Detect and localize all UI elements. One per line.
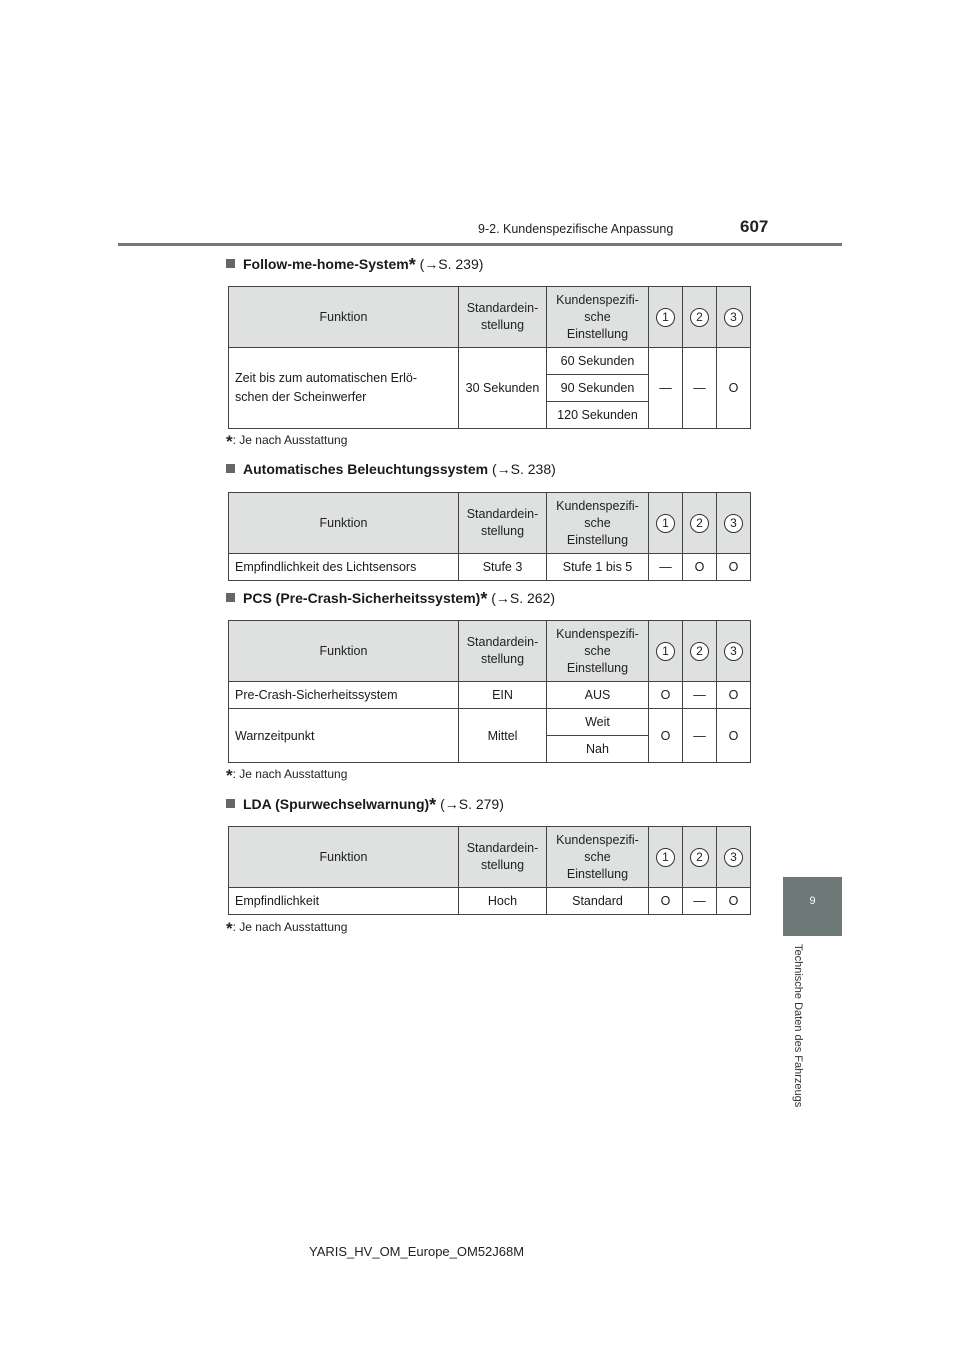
col-header-2 (683, 493, 717, 554)
col-header-1 (649, 493, 683, 554)
cell-mark-1: O (649, 682, 683, 709)
cell-mark-1: — (649, 554, 683, 581)
heading-text: Follow-me-home-System (243, 256, 409, 272)
footnote-star: * (226, 432, 233, 451)
cell-funktion: Pre-Crash-Sicherheitssystem (229, 682, 459, 709)
heading-beleuchtungssystem (226, 461, 556, 477)
col-header-standard: Standardein- stellung (459, 827, 547, 888)
col-header-3 (717, 287, 751, 348)
cell-mark-1: O (649, 888, 683, 915)
cell-mark-3: O (717, 348, 751, 429)
cell-mark-2: O (683, 554, 717, 581)
chapter-number: 9 (809, 895, 816, 907)
cell-funktion: Zeit bis zum automatischen Erlö- schen der Scheinwerfer (229, 348, 459, 429)
col-header-funktion: Funktion (229, 287, 459, 348)
cell-funktion: Warnzeitpunkt (229, 709, 459, 763)
heading-text: LDA (Spurwechselwarnung) (243, 796, 430, 812)
footnote (226, 766, 348, 785)
page-ref-link[interactable]: (→S. 238) (488, 461, 556, 477)
cell-funktion: Empfindlichkeit des Lichtsensors (229, 554, 459, 581)
circled-2-icon: 2 (690, 514, 709, 533)
cell-mark-2: — (683, 888, 717, 915)
page-number: 607 (740, 217, 769, 236)
cell-mark-2: — (683, 709, 717, 763)
page-ref-link[interactable]: (→S. 262) (487, 590, 556, 606)
heading-follow-me-home (226, 255, 484, 275)
cell-mark-1: O (649, 709, 683, 763)
table-follow-me-home (228, 286, 751, 429)
heading-lda (226, 795, 504, 815)
footnote-star: * (226, 919, 233, 938)
cell-option: 90 Sekunden (547, 375, 649, 402)
circled-3-icon: 3 (724, 848, 743, 867)
cell-kunden: AUS (547, 682, 649, 709)
heading-pcs (226, 589, 556, 609)
circled-3-icon: 3 (724, 642, 743, 661)
table-pcs (228, 620, 751, 763)
col-header-1 (649, 287, 683, 348)
col-header-standard: Standardein- stellung (459, 621, 547, 682)
circled-1-icon: 1 (656, 848, 675, 867)
cell-funktion: Empfindlichkeit (229, 888, 459, 915)
document-id: YARIS_HV_OM_Europe_OM52J68M (309, 1244, 525, 1259)
cell-kunden: Standard (547, 888, 649, 915)
col-header-2 (683, 621, 717, 682)
header-rule (118, 243, 842, 246)
cell-mark-1: — (649, 348, 683, 429)
square-bullet-icon (226, 259, 235, 268)
col-header-kunden: Kundenspezifi- sche Einstellung (547, 493, 649, 554)
col-header-3 (717, 493, 751, 554)
circled-2-icon: 2 (690, 848, 709, 867)
cell-standard: EIN (459, 682, 547, 709)
cell-option: 120 Sekunden (547, 402, 649, 429)
cell-mark-3: O (717, 554, 751, 581)
footnote-text: : Je nach Ausstattung (232, 920, 348, 934)
col-header-funktion: Funktion (229, 493, 459, 554)
cell-kunden: Stufe 1 bis 5 (547, 554, 649, 581)
section-title: 9-2. Kundenspezifische Anpassung (478, 222, 674, 236)
cell-mark-2: — (683, 682, 717, 709)
cell-mark-3: O (717, 888, 751, 915)
footnote-star: * (226, 766, 233, 785)
cell-option: Weit (547, 709, 649, 736)
cell-option: 60 Sekunden (547, 348, 649, 375)
square-bullet-icon (226, 464, 235, 473)
cell-mark-2: — (683, 348, 717, 429)
circled-1-icon: 1 (656, 514, 675, 533)
circled-1-icon: 1 (656, 642, 675, 661)
col-header-3 (717, 621, 751, 682)
cell-standard: Stufe 3 (459, 554, 547, 581)
col-header-funktion: Funktion (229, 621, 459, 682)
square-bullet-icon (226, 799, 235, 808)
circled-2-icon: 2 (690, 308, 709, 327)
cell-mark-3: O (717, 682, 751, 709)
col-header-funktion: Funktion (229, 827, 459, 888)
col-header-standard: Standardein- stellung (459, 493, 547, 554)
chapter-tab[interactable] (783, 877, 842, 936)
heading-text: Automatisches Beleuchtungssystem (243, 461, 489, 477)
cell-standard: 30 Sekunden (459, 348, 547, 429)
col-header-standard: Standardein- stellung (459, 287, 547, 348)
footnote (226, 432, 348, 451)
table-lda (228, 826, 751, 915)
cell-mark-3: O (717, 709, 751, 763)
col-header-kunden: Kundenspezifi- sche Einstellung (547, 621, 649, 682)
cell-standard: Mittel (459, 709, 547, 763)
col-header-kunden: Kundenspezifi- sche Einstellung (547, 827, 649, 888)
circled-3-icon: 3 (724, 308, 743, 327)
cell-option: Nah (547, 736, 649, 763)
col-header-1 (649, 827, 683, 888)
page-ref-link[interactable]: (→S. 279) (436, 796, 504, 812)
cell-standard: Hoch (459, 888, 547, 915)
page-ref-link[interactable]: (→S. 239) (415, 256, 484, 272)
circled-1-icon: 1 (656, 308, 675, 327)
circled-3-icon: 3 (724, 514, 743, 533)
table-beleuchtungssystem (228, 492, 751, 581)
footnote-text: : Je nach Ausstattung (232, 767, 348, 781)
col-header-1 (649, 621, 683, 682)
heading-text: PCS (Pre-Crash-Sicherheitssystem) (243, 590, 481, 606)
col-header-kunden: Kundenspezifi- sche Einstellung (547, 287, 649, 348)
circled-2-icon: 2 (690, 642, 709, 661)
col-header-2 (683, 287, 717, 348)
chapter-label: Technische Daten des Fahrzeugs (792, 944, 804, 1108)
square-bullet-icon (226, 593, 235, 602)
footnote-text: : Je nach Ausstattung (232, 433, 348, 447)
footnote-star: * (408, 255, 416, 275)
col-header-2 (683, 827, 717, 888)
col-header-3 (717, 827, 751, 888)
footnote-star: * (480, 589, 488, 609)
footnote (226, 919, 348, 938)
footnote-star: * (429, 795, 437, 815)
